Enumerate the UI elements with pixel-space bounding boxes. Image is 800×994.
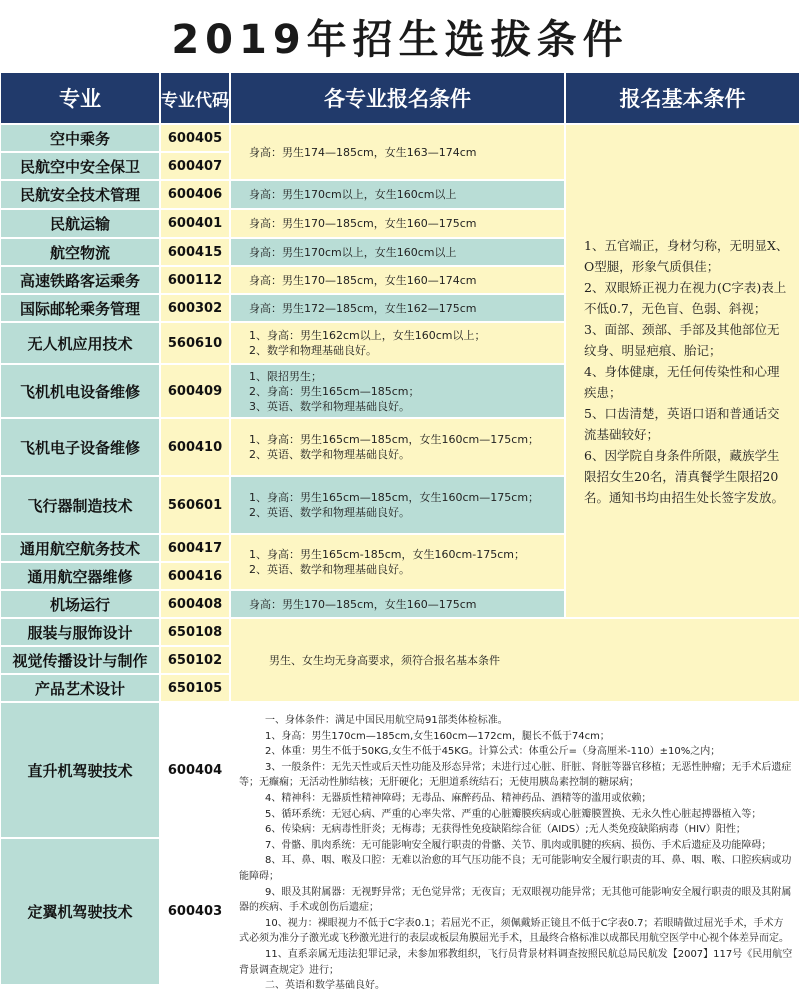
- condition-text: 身高：男生170cm以上，女生160cm以上: [249, 188, 457, 201]
- condition-line: 1、身高：男生165cm—185cm，女生160cm—175cm；: [249, 433, 540, 446]
- header-basic: 报名基本条件: [565, 72, 800, 124]
- major-code: 650102: [160, 646, 230, 674]
- condition-cell: [230, 364, 565, 418]
- pilot-condition-line: 二、英语和数学基础良好。: [265, 980, 385, 992]
- condition-cell: [230, 590, 565, 618]
- major-name: 航空物流: [0, 238, 160, 266]
- major-code: 600417: [160, 534, 230, 562]
- major-name: 机场运行: [0, 590, 160, 618]
- condition-text: 身高：男生170—185cm，女生160—174cm: [249, 273, 477, 287]
- major-name: 空中乘务: [0, 124, 160, 152]
- major-code: 600405: [160, 124, 230, 152]
- major-name: 民航运输: [0, 209, 160, 238]
- basic-condition-item: 5、口齿清楚，英语口语和普通话交流基础较好；: [584, 405, 780, 442]
- condition-cell: [230, 209, 565, 238]
- basic-condition-item: 3、面部、颈部、手部及其他部位无纹身、明显疤痕、胎记；: [584, 321, 780, 358]
- basic-condition-item: 2、双眼矫正视力在视力(C字表)表上不低0.7，无色盲、色弱、斜视；: [584, 279, 787, 316]
- admission-table: [0, 72, 800, 992]
- pilot-condition-line: 5、循环系统：无冠心病、严重的心率失常、严重的心脏瓣膜疾病或心脏瓣膜置换、无永久性心脏起搏器植入等；: [265, 808, 762, 820]
- major-code: 600409: [160, 364, 230, 418]
- major-code: 600404: [160, 702, 230, 838]
- condition-line: 2、英语、数学和物理基础良好。: [249, 448, 410, 461]
- major-name: 服装与服饰设计: [0, 618, 160, 646]
- pilot-condition-line: 6、传染病：无病毒性肝炎；无梅毒；无获得性免疫缺陷综合征（AIDS）;无人类免疫缺陷病毒（HIV）阳性；: [265, 824, 746, 836]
- basic-condition-item: 6、因学院自身条件所限，藏族学生限招女生20名，清真餐学生限招20名。通知书均由招生处长签字发放。: [584, 447, 785, 505]
- condition-text: 身高：男生170cm以上，女生160cm以上: [249, 245, 457, 259]
- major-name: 飞机电子设备维修: [0, 418, 160, 476]
- major-name: 民航空中安全保卫: [0, 152, 160, 180]
- pilot-condition-line: 3、一般条件：无先天性或后天性功能及形态异常；未进行过心脏、肝脏、肾脏等器官移植；无恶性肿瘤；无手术后遗症等；无癫痫；无活动性肺结核；无肝硬化；无胆道系统结石；无使用胰岛素控制的糖尿病；: [239, 761, 792, 789]
- basic-conditions: [565, 124, 800, 618]
- condition-cell: [230, 534, 565, 590]
- major-code: 560610: [160, 322, 230, 364]
- pilot-condition-line: 9、眼及其附属器：无视野异常；无色觉异常；无夜盲；无双眼视功能异常；无其他可能影响安全履行职责的眼及其附属器的疾病、手术或创伤后遗症；: [239, 886, 792, 914]
- condition-line: 3、英语、数学和物理基础良好。: [249, 399, 410, 413]
- basic-condition-item: 4、身体健康，无任何传染性和心理疾患；: [584, 363, 780, 400]
- major-code: 600410: [160, 418, 230, 476]
- major-name: 通用航空器维修: [0, 562, 160, 590]
- major-name: 国际邮轮乘务管理: [0, 294, 160, 322]
- condition-cell: [230, 476, 565, 534]
- pilot-condition-line: 11、直系亲属无违法犯罪记录，未参加邪教组织，飞行员背景材料调查按照民航总局民航发【2007】117号《民用航空背景调查规定》进行；: [239, 948, 793, 976]
- major-code: 560601: [160, 476, 230, 534]
- major-code: 600407: [160, 152, 230, 180]
- pilot-condition-line: 一、身体条件：满足中国民用航空局91部类体检标准。: [265, 715, 508, 726]
- condition-text: 身高：男生170—185cm，女生160—175cm: [249, 217, 477, 230]
- major-code: 600406: [160, 180, 230, 209]
- major-code: 600408: [160, 590, 230, 618]
- major-code: 600403: [160, 838, 230, 985]
- major-code: 600112: [160, 266, 230, 294]
- pilot-condition-line: 10、视力：裸眼视力不低于C字表0.1；若屈光不正，须佩戴矫正镜且不低于C字表0.7；若眼睛做过屈光手术，手术方式必须为准分子激光或飞秒激光进行的表层或板层角膜屈光手术，且最终合格标准以成都民用航空医学中心视个体差异而定。: [239, 917, 789, 945]
- major-name: 定翼机驾驶技术: [0, 838, 160, 985]
- condition-cell: [230, 294, 565, 322]
- condition-text: 身高：男生174—185cm，女生163—174cm: [249, 145, 477, 159]
- condition-cell: [230, 180, 565, 209]
- header-major: 专业: [0, 72, 160, 124]
- basic-condition-item: 1、五官端正，身材匀称，无明显X、O型腿，形象气质俱佳；: [584, 237, 789, 274]
- pilot-condition-line: 8、耳、鼻、咽、喉及口腔：无难以治愈的耳气压功能不良；无可能影响安全履行职责的耳、鼻、咽、喉、口腔疾病或功能障碍；: [239, 855, 792, 882]
- major-name: 无人机应用技术: [0, 322, 160, 364]
- condition-cell: [230, 266, 565, 294]
- condition-cell: [230, 418, 565, 476]
- major-code: 600416: [160, 562, 230, 590]
- condition-line: 1、身高：男生162cm以上，女生160cm以上；: [249, 329, 486, 342]
- major-code: 600415: [160, 238, 230, 266]
- major-code: 650105: [160, 674, 230, 702]
- condition-line: 2、身高：男生165cm—185cm；: [249, 384, 420, 398]
- major-name: 民航安全技术管理: [0, 180, 160, 209]
- major-name: 产品艺术设计: [0, 674, 160, 702]
- major-name: 飞行器制造技术: [0, 476, 160, 534]
- pilot-condition-line: 7、骨骼、肌肉系统：无可能影响安全履行职责的骨骼、关节、肌肉或肌腱的疾病、损伤、手术后遗症及功能障碍；: [265, 839, 772, 851]
- pilot-conditions: [230, 702, 800, 992]
- design-condition: [230, 618, 800, 702]
- major-code: 600302: [160, 294, 230, 322]
- page-title: 2019年招生选拔条件: [171, 16, 629, 63]
- condition-cell: [230, 238, 565, 266]
- major-name: 通用航空航务技术: [0, 534, 160, 562]
- major-name: 视觉传播设计与制作: [0, 646, 160, 674]
- pilot-condition-line: 4、精神科：无器质性精神障碍；无毒品、麻醉药品、精神药品、酒精等的滥用或依赖；: [265, 792, 652, 804]
- condition-line: 1、身高：男生165cm-185cm，女生160cm-175cm；: [249, 548, 525, 561]
- condition-line: 2、英语、数学和物理基础良好。: [249, 506, 410, 519]
- pilot-condition-line: 1、身高：男生170cm—185cm,女生160cm—172cm，腿长不低于74cm；: [265, 730, 610, 742]
- header-conditions: 各专业报名条件: [230, 72, 565, 124]
- design-condition-text: 男生、女生均无身高要求，须符合报名基本条件: [269, 654, 500, 667]
- major-name: 飞机机电设备维修: [0, 364, 160, 418]
- condition-line: 1、限招男生；: [249, 369, 322, 383]
- header-code: 专业代码: [160, 72, 230, 124]
- condition-line: 2、英语、数学和物理基础良好。: [249, 563, 410, 576]
- major-name: 直升机驾驶技术: [0, 702, 160, 838]
- pilot-condition-line: 2、体重：男生不低于50KG,女生不低于45KG。计算公式：体重公斤=（身高厘米-110）±10%之内；: [265, 746, 721, 758]
- condition-cell: [230, 322, 565, 364]
- condition-text: 身高：男生170—185cm，女生160—175cm: [249, 597, 477, 611]
- condition-text: 身高：男生172—185cm，女生162—175cm: [249, 301, 477, 315]
- major-code: 600401: [160, 209, 230, 238]
- condition-line: 2、数学和物理基础良好。: [249, 344, 377, 357]
- major-name: 高速铁路客运乘务: [0, 266, 160, 294]
- major-code: 650108: [160, 618, 230, 646]
- condition-line: 1、身高：男生165cm—185cm，女生160cm—175cm；: [249, 491, 540, 504]
- condition-cell: [230, 124, 565, 180]
